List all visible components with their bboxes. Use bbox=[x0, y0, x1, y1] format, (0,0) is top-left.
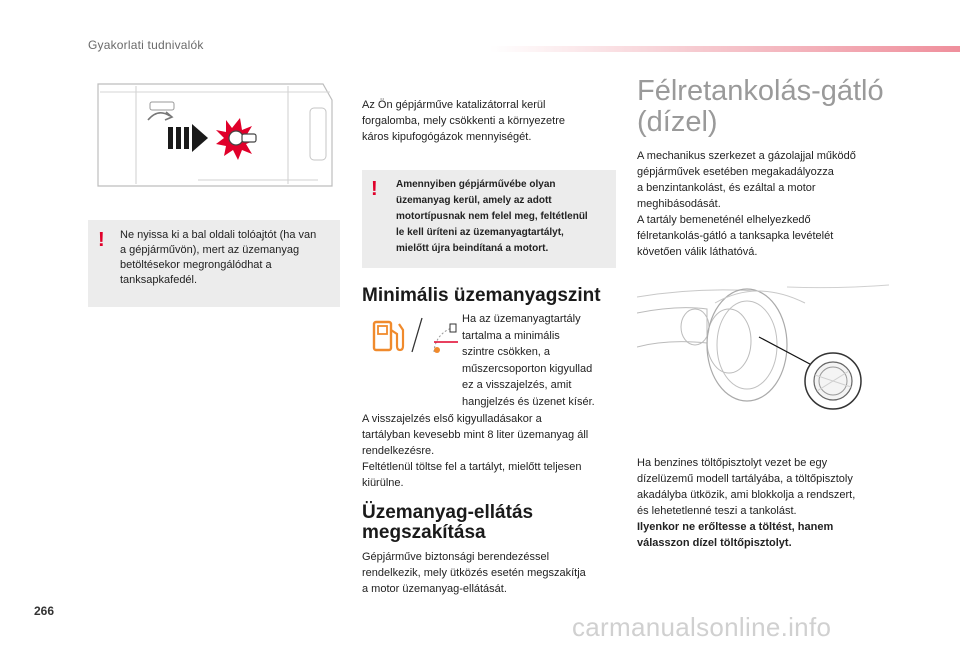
misfuel-paragraph: A mechanikus szerkezet a gázolajjal működő gépjárművek esetében megakadályozza a benzintankolást, és ezáltal a motor meghibásodását. A tartály bemeneténél elhelyezkedő félretankolás-gátló a tanksapka levételét követően válik láthatóvá. bbox=[637, 150, 856, 258]
exclamation-icon: ! bbox=[371, 178, 378, 200]
left-warning-box bbox=[88, 220, 340, 307]
fuel-pump-icon bbox=[370, 316, 410, 356]
middle-warning-box bbox=[362, 170, 616, 268]
header-title: Gyakorlati tudnivalók bbox=[88, 38, 204, 52]
van-fuel-flap-illustration bbox=[88, 80, 340, 192]
intro-paragraph: Az Ön gépjárműve katalizátorral kerül forgalomba, mely csökkenti a környezetre káros kipufogógázok mennyiségét. bbox=[362, 99, 565, 143]
min-fuel-side-text: Ha az üzemanyagtartály tartalma a minimális szintre csökken, a műszercsoporton kigyullad ez a visszajelzés, amit hangjelzés és üzenet kísér. bbox=[462, 313, 595, 408]
min-fuel-paragraph: A visszajelzés első kigyulladásakor a tartályban kevesebb mint 8 liter üzemanyag áll rendelkezésre. Feltétlenül töltse fel a tartályt, mielőtt teljesen kiürülne. bbox=[362, 413, 589, 489]
watermark-text: carmanualsonline.info bbox=[572, 612, 832, 642]
left-warning-text: Ne nyissa ki a bal oldali tolóajtót (ha van a gépjárművön), mert az üzemanyag betöltésekor megrongálódhat a tanksapkafedél. bbox=[120, 229, 317, 286]
fuel-gauge-icon bbox=[408, 316, 462, 356]
misfuel-bottom-paragraph: Ha benzines töltőpisztolyt vezet be egy dízelüzemű modell tartályába, a töltőpisztoly akadályba ütközik, ami blokkolja a rendszert, és lehetetlenné teszi a tankolást. Ilyenkor ne erőltesse a töltést, hanem válasszon dízel töltőpisztolyt. bbox=[637, 457, 856, 549]
supply-cut-paragraph: Gépjárműve biztonsági berendezéssel rendelkezik, mely ütközés esetén megszakítja a motor üzemanyag-ellátását. bbox=[362, 551, 586, 595]
misfuel-heading: Félretankolás-gátló (dízel) bbox=[637, 75, 884, 138]
exclamation-icon: ! bbox=[98, 229, 105, 251]
header-gradient-bar bbox=[490, 46, 960, 52]
middle-warning-text: Amennyiben gépjárművébe olyan üzemanyag kerül, amely az adott motortípusnak nem felel meg, feltétlenül le kell üríteni az üzemanyagtartályt, mielőtt újra beindítaná a motort. bbox=[396, 179, 588, 254]
supply-cut-heading: Üzemanyag-ellátás megszakítása bbox=[362, 502, 534, 543]
min-fuel-heading: Minimális üzemanyagszint bbox=[362, 285, 601, 306]
page-number: 266 bbox=[34, 604, 55, 618]
misfuel-device-illustration bbox=[637, 283, 889, 445]
